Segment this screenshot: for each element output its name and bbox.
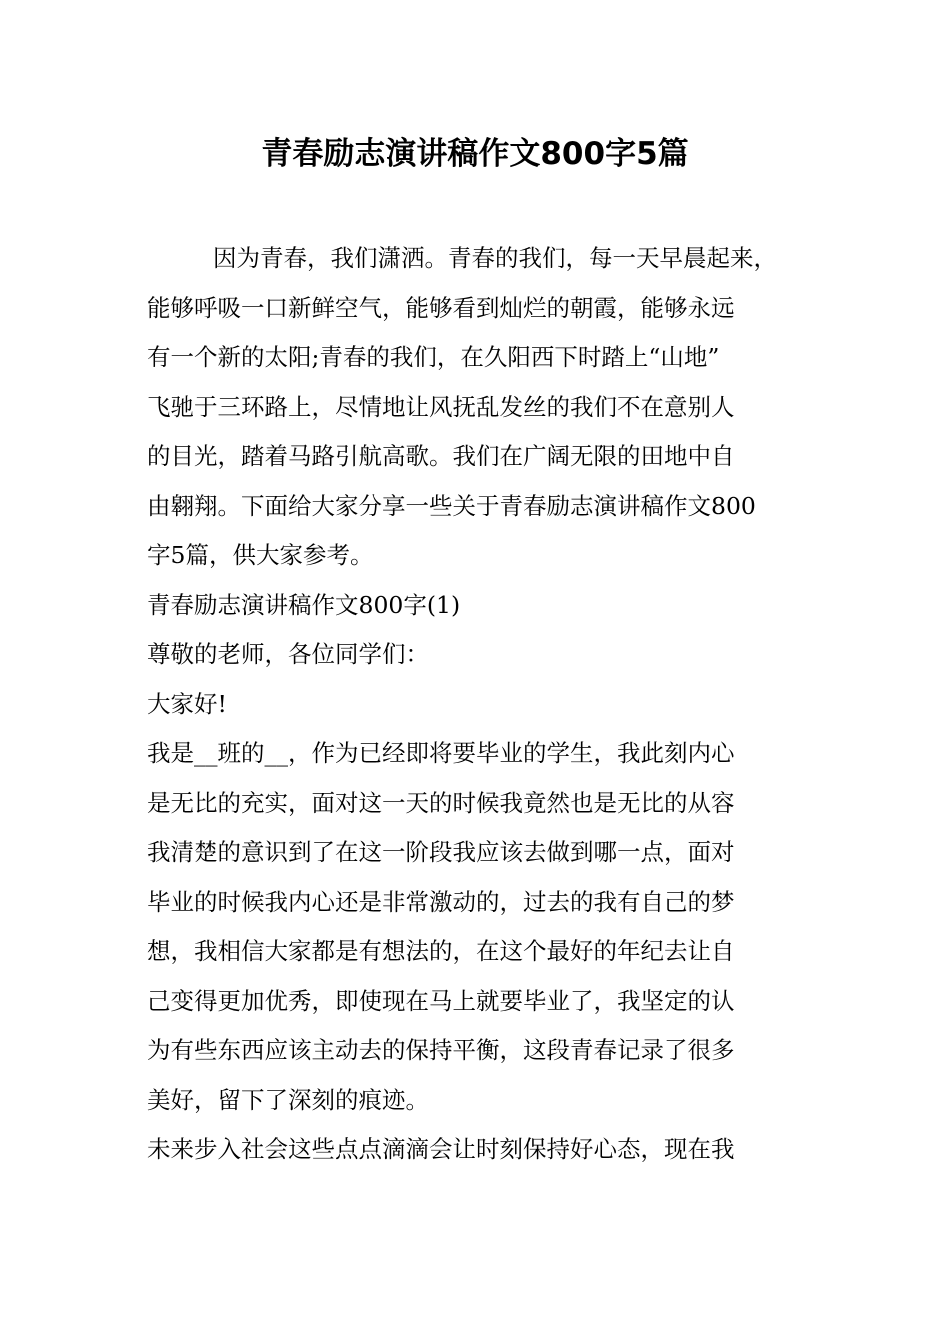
- intro-line: 因为青春，我们潇洒。青春的我们，每一天早晨起来，: [213, 244, 777, 272]
- intro-line: 有一个新的太阳;青春的我们，在久阳西下时踏上“山地”: [147, 343, 720, 371]
- speech-line: 我是__班的__，作为已经即将要毕业的学生，我此刻内心: [147, 739, 735, 767]
- intro-line: 飞驰于三环路上，尽情地让风抚乱发丝的我们不在意别人: [147, 392, 735, 421]
- document-title: 青春励志演讲稿作文800字5篇: [261, 136, 689, 172]
- speech-line: 是无比的充实，面对这一天的时候我竟然也是无比的从容: [147, 788, 735, 817]
- document-body: [147, 234, 837, 1175]
- intro-line: 由翱翔。下面给大家分享一些关于青春励志演讲稿作文800: [147, 491, 756, 520]
- intro-line: 能够呼吸一口新鲜空气，能够看到灿烂的朝霞，能够永远: [147, 293, 735, 322]
- speech-line: 美好，留下了深刻的痕迹。: [147, 1085, 429, 1114]
- speech-line: 未来步入社会这些点点滴滴会让时刻保持好心态，现在我: [147, 1135, 735, 1163]
- speech-line: 想，我相信大家都是有想法的，在这个最好的年纪去让自: [147, 937, 735, 965]
- intro-line: 字5篇，供大家参考。: [147, 541, 374, 569]
- speech-line: 毕业的时候我内心还是非常激动的，过去的我有自己的梦: [147, 887, 735, 916]
- salutation: 尊敬的老师，各位同学们：: [147, 640, 429, 668]
- speech-line: 己变得更加优秀，即使现在马上就要毕业了，我坚定的认: [147, 986, 735, 1015]
- greeting: 大家好!: [147, 689, 227, 718]
- speech-line: 我清楚的意识到了在这一阶段我应该去做到哪一点，面对: [147, 838, 735, 866]
- intro-line: 的目光，踏着马路引航高歌。我们在广阔无限的田地中自: [147, 442, 735, 470]
- section-heading: 青春励志演讲稿作文800字(1): [147, 590, 461, 619]
- speech-line: 为有些东西应该主动去的保持平衡，这段青春记录了很多: [147, 1036, 735, 1064]
